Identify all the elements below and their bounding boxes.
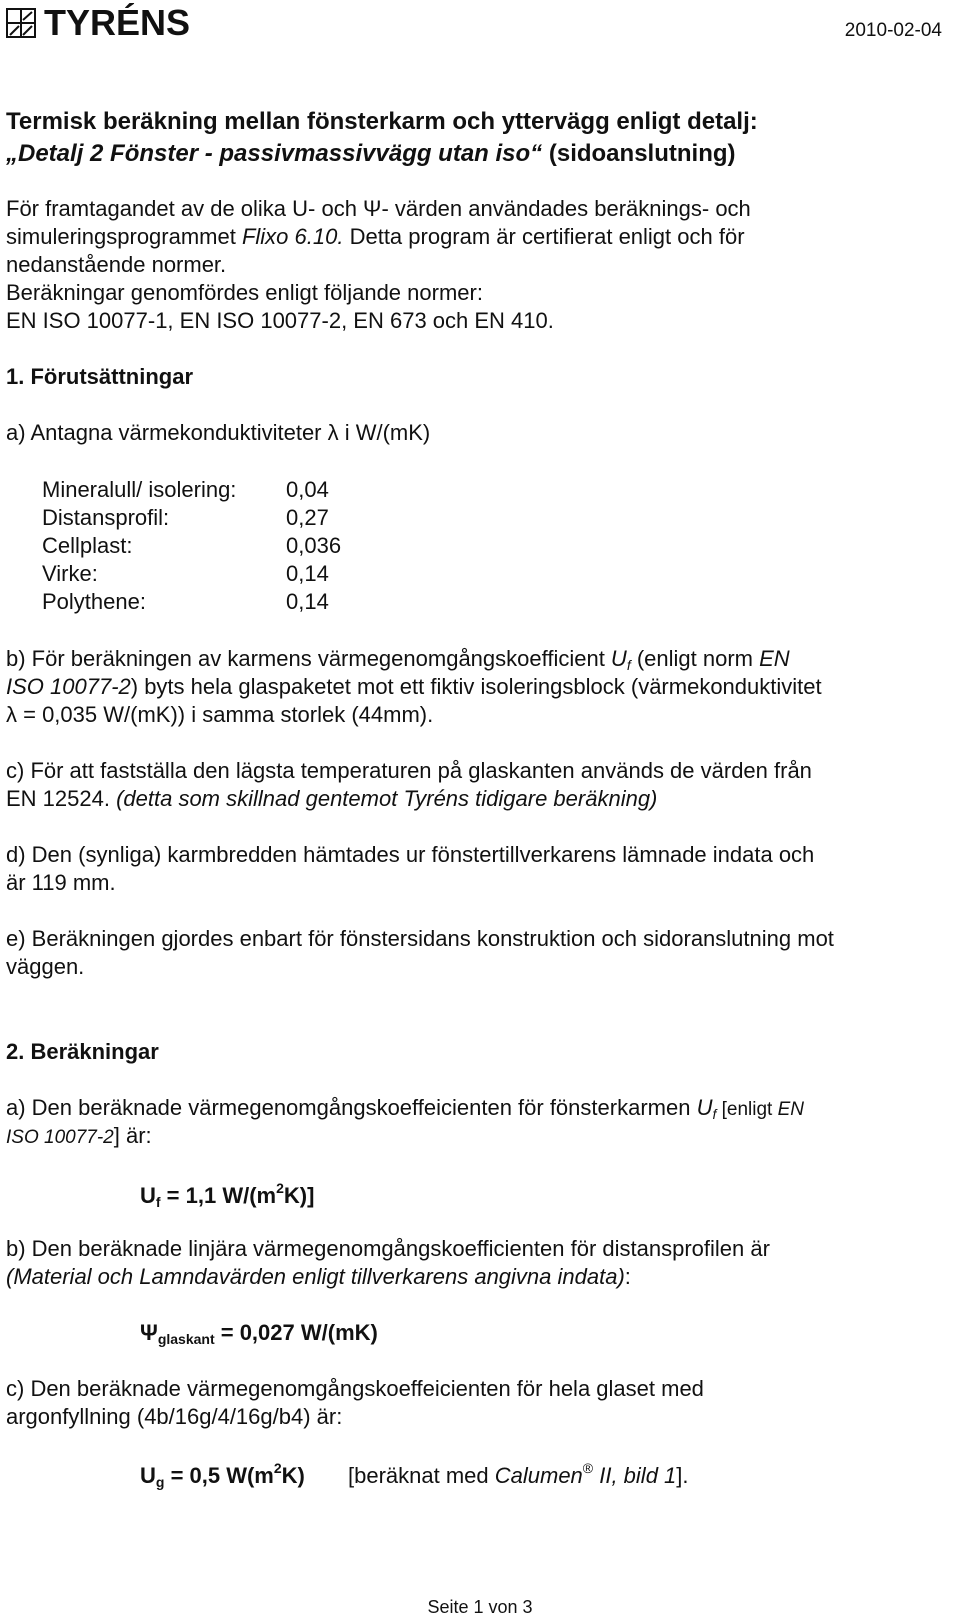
section-1-b-line-3: λ = 0,035 W/(mK)) i samma storlek (44mm). bbox=[6, 702, 434, 727]
psi-formula: $\Psi_{glaskant} = 0,027$ W/(mK) bbox=[140, 1320, 378, 1347]
page-number: Seite 1 von 3 bbox=[427, 1597, 533, 1617]
section-2-a-line-1: a) Den beräknade värmegenomgångskoeffeicienten för fönsterkarmen $U_f$ [enligt EN bbox=[6, 1095, 805, 1122]
section-1-e-line-2: väggen. bbox=[6, 954, 85, 979]
document-subtitle bbox=[6, 140, 736, 168]
tyrens-logo-icon bbox=[6, 8, 36, 38]
section-1-d-line-2: är 119 mm. bbox=[6, 870, 116, 895]
material-value: 0,14 bbox=[286, 589, 329, 614]
intro-line-5: EN ISO 10077-1, EN ISO 10077-2, EN 673 och EN 410. bbox=[6, 308, 554, 333]
section-2-b-line-1: b) Den beräknade linjära värmegenomgångskoefficienten för distansprofilen är bbox=[6, 1236, 770, 1261]
intro-line-2: simuleringsprogrammet Flixo 6.10. Detta program är certifierat enligt och för bbox=[6, 224, 745, 249]
section-1-d-line-1: d) Den (synliga) karmbredden hämtades ur fönstertillverkarens lämnade indata och bbox=[6, 842, 815, 867]
section-2-a-line-2: ISO 10077-2] är: bbox=[6, 1123, 152, 1148]
detail-name: „Detalj 2 Fönster - passivmassivvägg utan iso“ bbox=[6, 140, 543, 167]
ug-note: [beräknat med Calumen® II, bild 1]. bbox=[348, 1460, 689, 1488]
material-value: 0,036 bbox=[286, 533, 342, 558]
section-1-heading: 1. Förutsättningar bbox=[6, 364, 194, 389]
material-name: Cellplast: bbox=[42, 533, 133, 558]
section-2-b-line-2: (Material och Lamndavärden enligt tillverkarens angivna indata): bbox=[6, 1264, 631, 1289]
document-title: Termisk beräkning mellan fönsterkarm och yttervägg enligt detalj: bbox=[6, 108, 758, 135]
material-name: Virke: bbox=[42, 561, 98, 586]
tyrens-logo bbox=[6, 2, 191, 43]
section-2-c-line-2: argonfyllning (4b/16g/4/16g/b4) är: bbox=[6, 1404, 343, 1429]
section-2-heading: 2. Beräkningar bbox=[6, 1039, 159, 1064]
section-1-e-line-1: e) Beräkningen gjordes enbart för fönstersidans konstruktion och sidoranslutning mot bbox=[6, 926, 834, 951]
material-name: Distansprofil: bbox=[42, 505, 170, 530]
material-value: 0,14 bbox=[286, 561, 329, 586]
intro-line-1: För framtagandet av de olika U- och Ψ- värden användades beräknings- och bbox=[6, 196, 751, 221]
material-name: Polythene: bbox=[42, 589, 146, 614]
ug-formula: $U_g = 0,5$ $W(m^2K)$ bbox=[140, 1460, 305, 1490]
detail-suffix: (sidoanslutning) bbox=[542, 140, 736, 167]
section-2-c-line-1: c) Den beräknade värmegenomgångskoeffeicienten för hela glaset med bbox=[6, 1376, 704, 1401]
uf-formula: $U_f = 1,1$ $W/(m^2K)$] bbox=[140, 1180, 315, 1210]
intro-line-3: nedanstående normer. bbox=[6, 252, 227, 277]
section-1-b-line-1: b) För beräkningen av karmens värmegenomgångskoefficient $U_f$ (enligt norm EN bbox=[6, 646, 790, 673]
material-name: Mineralull/ isolering: bbox=[42, 477, 237, 502]
intro-line-4: Beräkningar genomfördes enligt följande normer: bbox=[6, 280, 483, 305]
document-date: 2010-02-04 bbox=[844, 20, 942, 41]
section-1-c-line-1: c) För att fastställa den lägsta temperaturen på glaskanten används de värden från bbox=[6, 758, 812, 783]
section-1-c-line-2: EN 12524. (detta som skillnad gentemot Tyréns tidigare beräkning) bbox=[6, 786, 658, 811]
material-value: 0,04 bbox=[286, 477, 329, 502]
logo-text: TYRÉNS bbox=[44, 2, 191, 43]
software-name: Flixo 6.10. bbox=[241, 224, 344, 249]
material-value: 0,27 bbox=[286, 505, 329, 530]
section-1-a: a) Antagna värmekonduktiviteter λ i W/(mK) bbox=[6, 420, 431, 445]
section-1-b-line-2: ISO 10077-2) byts hela glaspaketet mot ett fiktiv isoleringsblock (värmekonduktivitet bbox=[6, 674, 822, 699]
